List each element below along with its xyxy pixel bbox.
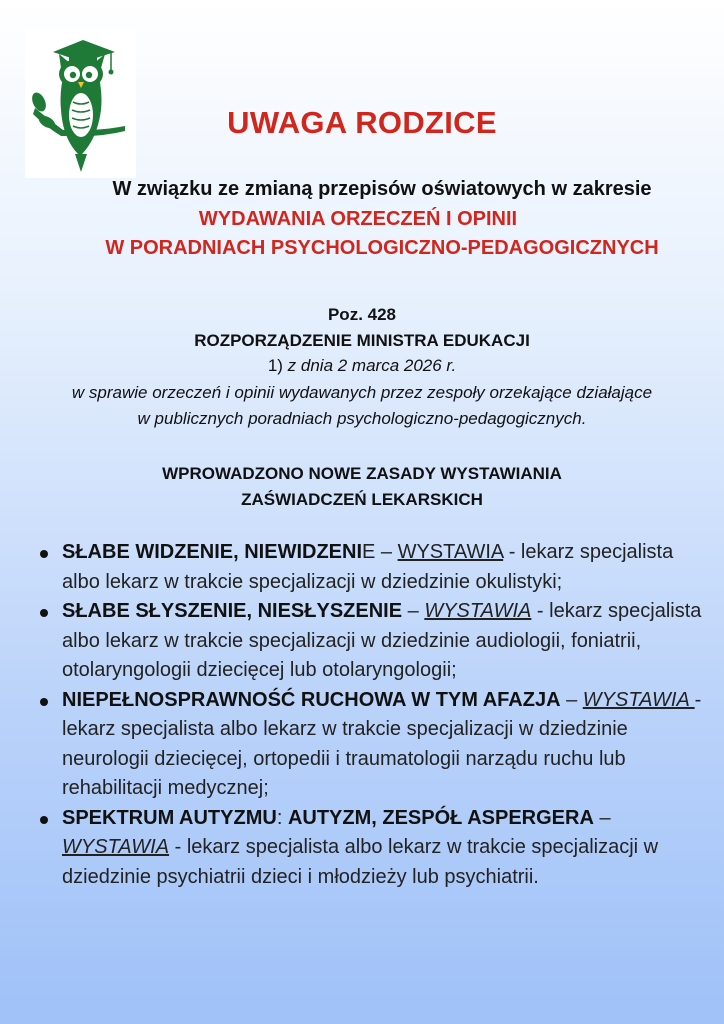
- item-dash: –: [375, 541, 398, 563]
- item-keyword: WYSTAWIA: [62, 836, 170, 858]
- item-dash: –: [593, 806, 611, 829]
- owl-graduation-cap-icon: [25, 30, 136, 178]
- list-item: [32, 597, 704, 686]
- section-heading-2: ZAŚWIADCZEŃ LEKARSKICH: [241, 490, 483, 509]
- regulation-date-text: z dnia 2 marca 2026 r.: [287, 356, 457, 375]
- regulation-date: [0, 356, 724, 376]
- bullet-icon: [40, 550, 48, 558]
- item-keyword: WYSTAWIA: [424, 600, 532, 622]
- item-colon: :: [276, 806, 288, 829]
- item-title: NIEPEŁNOSPRAWNOŚĆ RUCHOWA W TYM AFAZJA: [62, 688, 561, 711]
- item-text: - lekarz specjalista albo lekarz w trakcie specjalizacji w dziedzinie okulistyki;: [62, 541, 674, 593]
- item-keyword: WYSTAWIA: [397, 541, 504, 563]
- regulation-description-2: w publicznych poradniach psychologiczno-pedagogicznych.: [137, 409, 587, 428]
- item-text: - lekarz specjalista albo lekarz w trakcie specjalizacji w dziedzinie psychiatrii dzieci i młodzieży lub psychiatrii.: [62, 836, 659, 888]
- intro-highlight-2: W PORADNIACH PSYCHOLOGICZNO-PEDAGOGICZNYCH: [105, 237, 659, 259]
- list-item: [32, 538, 704, 597]
- section-heading-1: WPROWADZONO NOWE ZASADY WYSTAWIANIA: [162, 464, 562, 483]
- regulation-name: ROZPORZĄDZENIE MINISTRA EDUKACJI: [194, 331, 530, 350]
- logo: [25, 30, 136, 178]
- page-title: UWAGA RODZICE: [227, 105, 497, 140]
- item-title: SŁABE SŁYSZENIE, NIESŁYSZENIE: [62, 600, 403, 622]
- item-title-2: AUTYZM, ZESPÓŁ ASPERGERA: [287, 806, 594, 829]
- rules-list: [32, 538, 704, 892]
- regulation-description-1: w sprawie orzeczeń i opinii wydawanych przez zespoły orzekające działające: [71, 383, 653, 402]
- regulation-position: Poz. 428: [327, 305, 397, 324]
- regulation-footnote: 1): [267, 356, 283, 375]
- list-item: [32, 686, 704, 804]
- item-dash: –: [402, 600, 425, 622]
- item-text: - lekarz specjalista albo lekarz w trakcie specjalizacji w dziedzinie audiologii, foniatrii, otolaryngologii dziecięcej lub otolaryngologii;: [62, 600, 702, 681]
- intro-line: W związku ze zmianą przepisów oświatowych w zakresie: [112, 178, 652, 200]
- item-dash: –: [560, 688, 583, 711]
- intro-highlight-1: WYDAWANIA ORZECZEŃ I OPINII: [198, 208, 518, 230]
- item-keyword: WYSTAWIA: [582, 688, 695, 711]
- item-title: SPEKTRUM AUTYZMU: [62, 806, 277, 829]
- item-title-rest: E: [362, 541, 376, 563]
- item-title: SŁABE WIDZENIE, NIEWIDZENI: [62, 541, 362, 563]
- list-item: [32, 804, 704, 893]
- bullet-icon: [40, 816, 48, 824]
- item-text: - lekarz specjalista albo lekarz w trakcie specjalizacji w dziedzinie neurologii dziecięcej, ortopedii i traumatologii narządu ruchu lub rehabilitacji medycznej;: [62, 688, 702, 799]
- bullet-icon: [40, 698, 48, 706]
- bullet-icon: [40, 609, 48, 617]
